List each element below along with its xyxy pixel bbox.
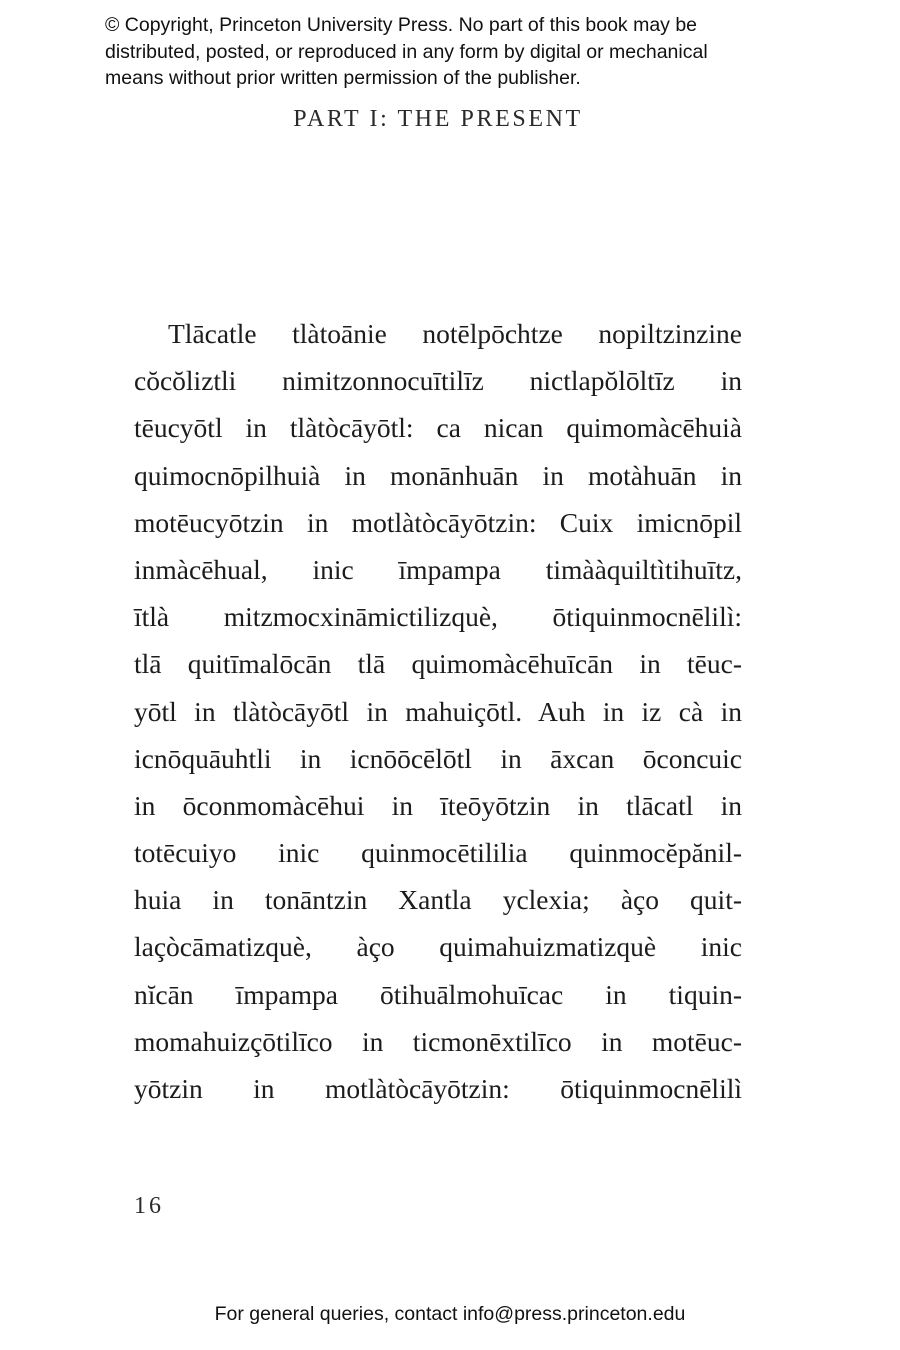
running-head: PART I: THE PRESENT [293, 106, 583, 132]
page-number: 16 [134, 1193, 164, 1219]
text-line: momahuizçōtilīco in ticmonēxtilīco in motēuc- [134, 1025, 742, 1057]
text-line: huia in tonāntzin Xantla yclexia; àço quit- [134, 884, 742, 916]
footer-contact: For general queries, contact info@press.princeton.edu [214, 1303, 686, 1325]
text-line: nĭcān īmpampa ōtihuālmohuīcac in tiquin- [134, 978, 742, 1010]
text-line: totēcuiyo inic quinmocētililia quinmocĕpănil- [134, 837, 742, 869]
text-line: motēucyōtzin in motlàtòcāyōtzin: Cuix imicnōpil [134, 506, 742, 538]
text-line: cŏcŏliztli nimitzonnocuītilīz nictlapŏlōltīz in [134, 365, 742, 397]
copyright-line: © Copyright, Princeton University Press. No part of this book may be [105, 14, 698, 36]
text-line: yōtl in tlàtòcāyōtl in mahuiçōtl. Auh in iz cà in [134, 695, 742, 727]
text-line: quimocnōpilhuià in monānhuān in motàhuān in [134, 459, 742, 491]
copyright-notice [105, 12, 825, 92]
text-line: icnōquāuhtli in icnōōcēlōtl in āxcan ōconcuic [134, 742, 742, 774]
text-line: laçòcāmatizquè, àço quimahuizmatizquè inic [134, 931, 742, 963]
text-line: tēucyōtl in tlàtòcāyōtl: ca nican quimomàcēhuià [134, 412, 742, 444]
text-line: in ōconmomàcēhui in īteōyōtzin in tlācatl in [134, 789, 742, 821]
text-line: yōtzin in motlàtòcāyōtzin: ōtiquinmocnēlilì [134, 1073, 742, 1104]
copyright-line: distributed, posted, or reproduced in any form by digital or mechanical [105, 40, 708, 63]
text-line: Tlācatle tlàtoānie notēlpōchtze nopiltzinzine [168, 318, 742, 349]
body-paragraph [134, 310, 742, 1112]
text-line: inmàcēhual, inic īmpampa timààquiltìtihuītz, [134, 553, 742, 585]
copyright-line: means without prior written permission of the publisher. [105, 67, 581, 89]
text-line: tlā quitīmalōcān tlā quimomàcēhuīcān in tēuc- [134, 648, 742, 680]
text-line: ītlà mitzmocxināmictilizquè, ōtiquinmocnēlilì: [134, 601, 742, 633]
